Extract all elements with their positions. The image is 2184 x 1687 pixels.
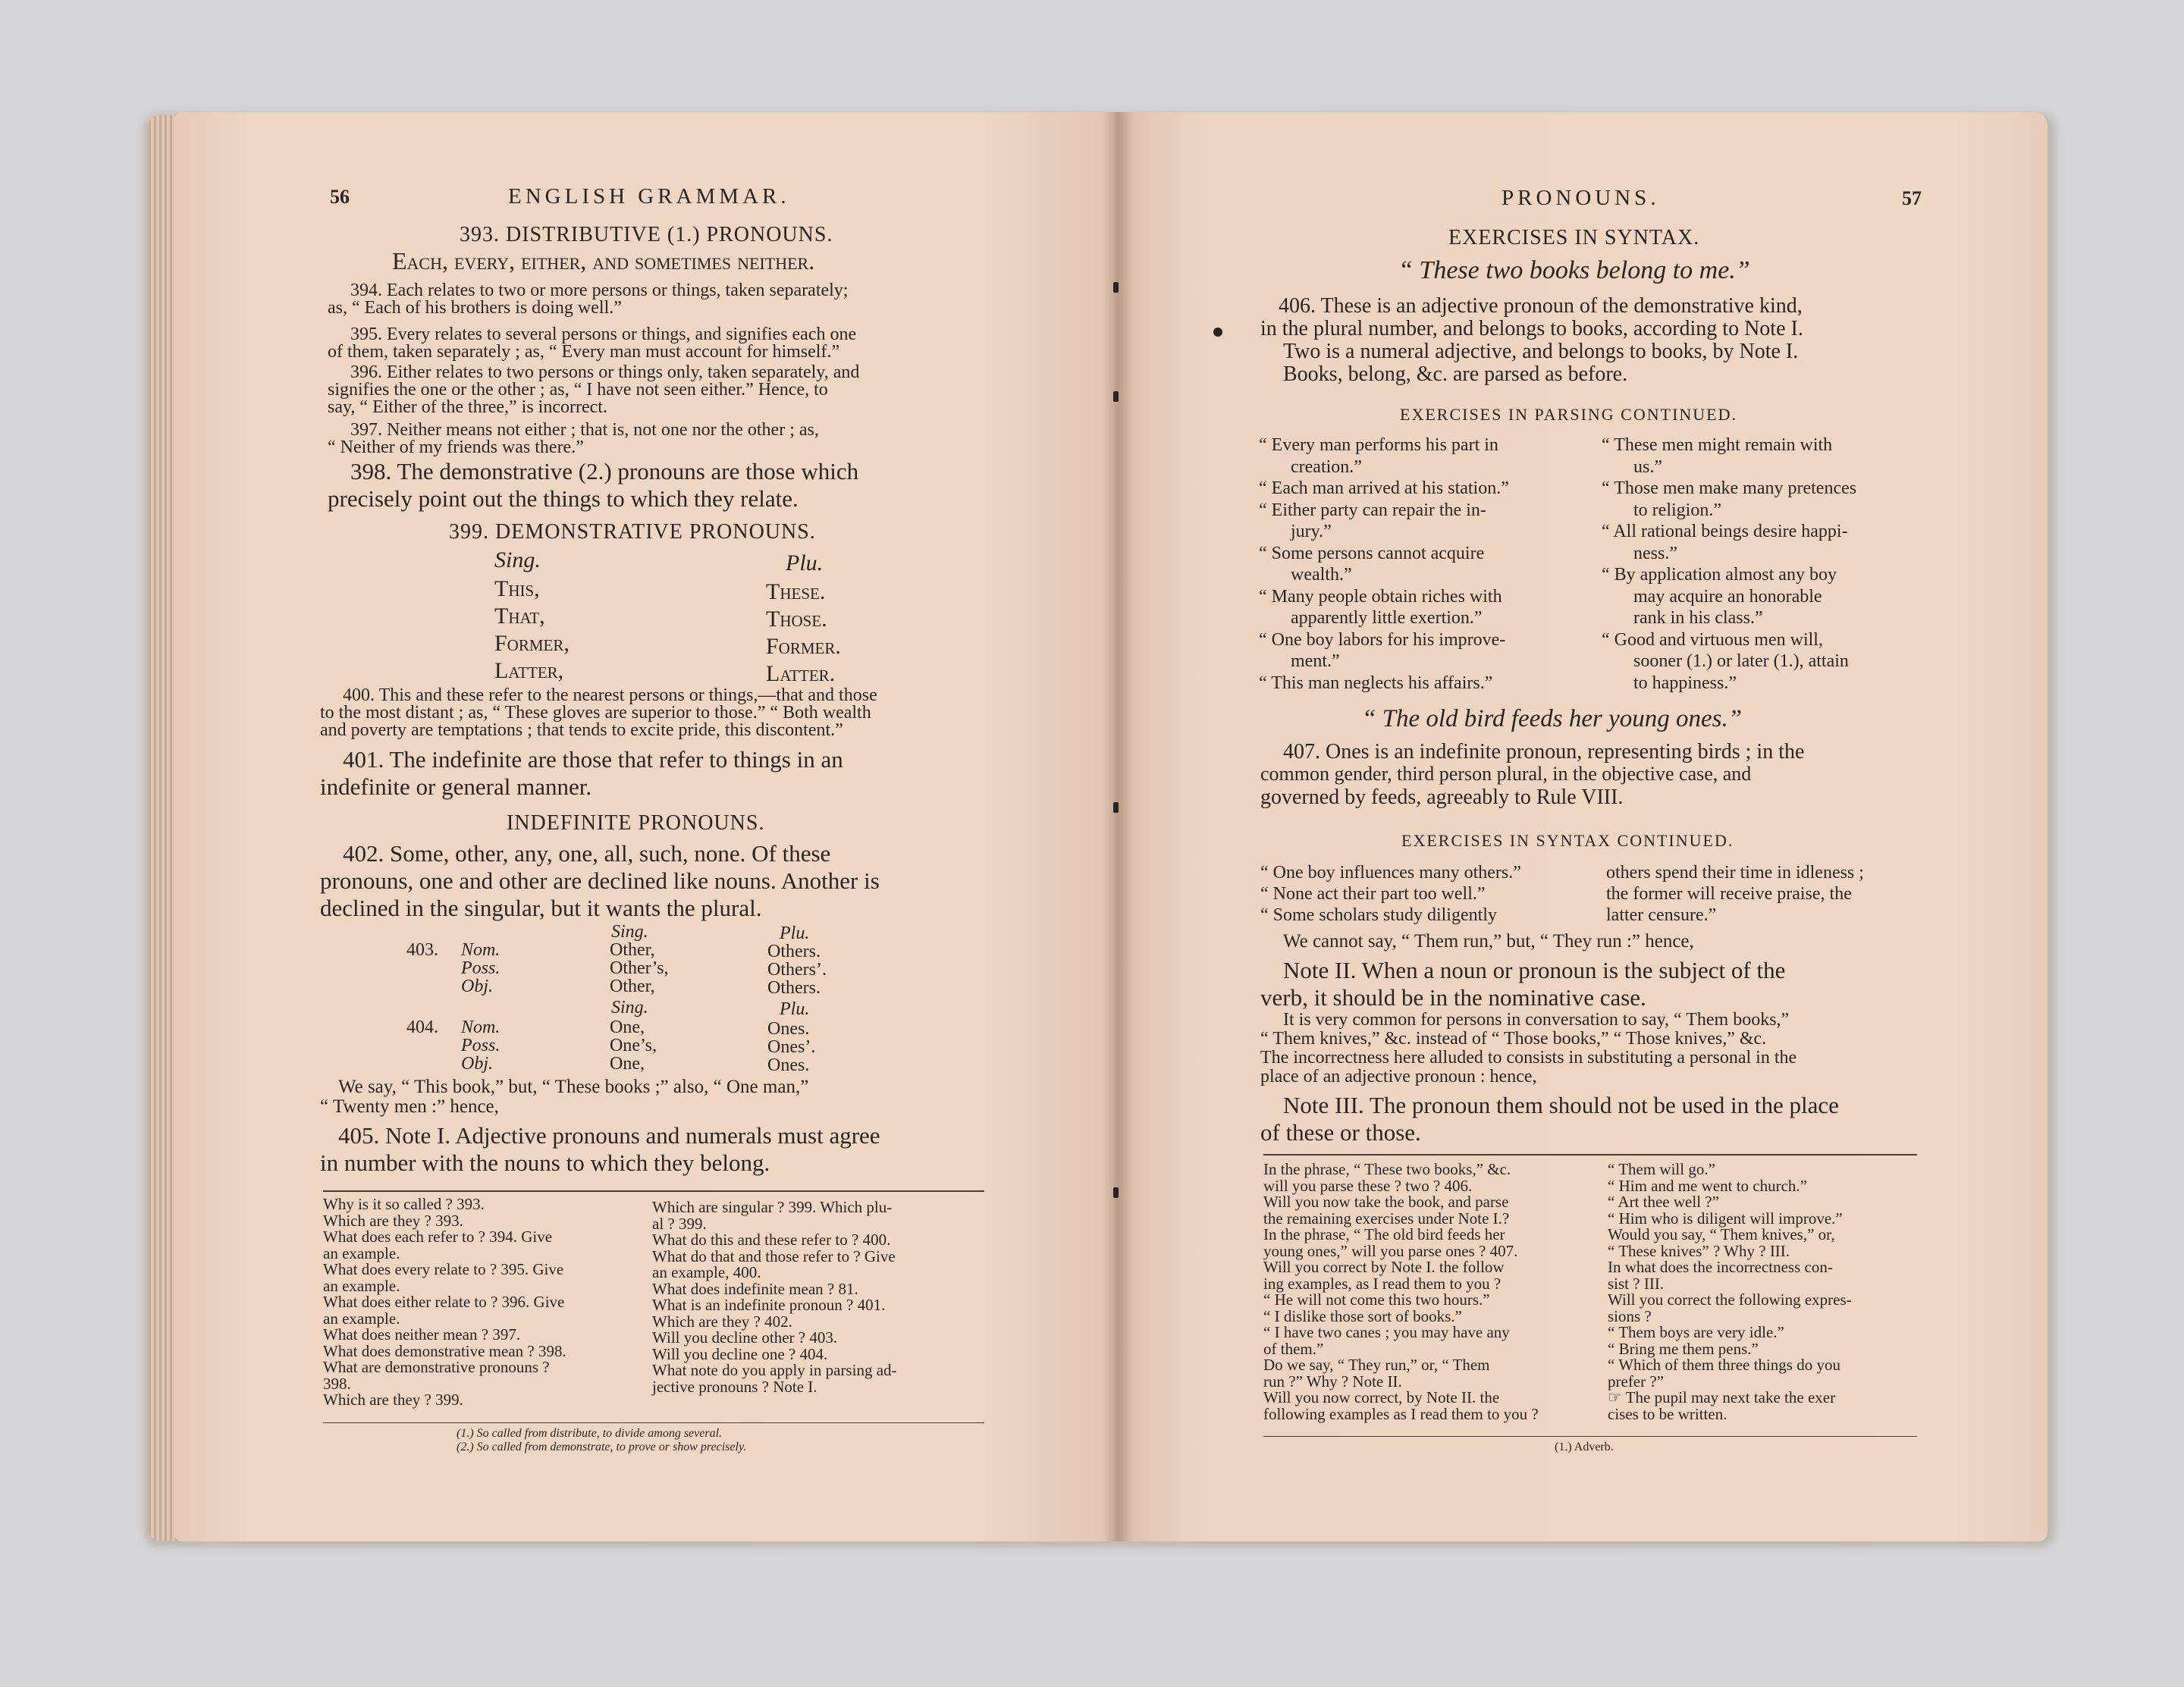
column-line: What note do you apply in parsing ad- bbox=[652, 1361, 897, 1379]
column-line: an example. bbox=[323, 1309, 400, 1328]
column-line: Which are they ? 399. bbox=[323, 1391, 463, 1409]
column-line: sist ? III. bbox=[1608, 1274, 1665, 1293]
column-line: ment.” bbox=[1291, 651, 1340, 671]
column-line: “ This man neglects his affairs.” bbox=[1259, 673, 1493, 693]
column-line: Will you correct the following expres- bbox=[1608, 1290, 1852, 1309]
column-line: Will you now take the book, and parse bbox=[1263, 1193, 1509, 1211]
table-cell: That, bbox=[494, 604, 545, 629]
column-line: “ Which of them three things do you bbox=[1608, 1356, 1840, 1374]
table-cell: Latter, bbox=[494, 658, 564, 683]
column-head: Sing. bbox=[494, 547, 541, 572]
column-line: ing examples, as I read them to you ? bbox=[1263, 1274, 1502, 1293]
column-line: jective pronouns ? Note I. bbox=[652, 1377, 817, 1396]
paragraph-line: signifies the one or the other ; as, “ I have not seen either.” Hence, to bbox=[328, 380, 828, 400]
column-line: Do we say, “ They run,” or, “ Them bbox=[1263, 1356, 1490, 1374]
table-cell: Other, bbox=[610, 977, 655, 996]
column-line: sooner (1.) or later (1.), attain bbox=[1633, 651, 1849, 671]
exercise-line: the former will receive praise, the bbox=[1606, 884, 1852, 904]
column-line: Which are they ? 402. bbox=[652, 1312, 792, 1331]
column-line: ☞ The pupil may next take the exer bbox=[1608, 1388, 1836, 1406]
paragraph-line: in the plural number, and belongs to books, according to Note I. bbox=[1260, 317, 1803, 340]
exercise-line: “ None act their part too well.” bbox=[1260, 884, 1486, 904]
section-heading: 399. DEMONSTRATIVE PRONOUNS. bbox=[449, 520, 816, 544]
paragraph-line: 401. The indefinite are those that refer to things in an bbox=[343, 746, 843, 773]
paragraph-line: 397. Neither means not either ; that is, not one nor the other ; as, bbox=[350, 420, 819, 440]
column-line: “ Bring me them pens.” bbox=[1608, 1339, 1759, 1358]
paragraph-line: precisely point out the things to which they relate. bbox=[328, 485, 799, 512]
table-number: 403. bbox=[406, 940, 438, 960]
column-line: an example. bbox=[323, 1276, 400, 1295]
column-line: Will you decline other ? 403. bbox=[652, 1328, 838, 1347]
paragraph-line: “ Twenty men :” hence, bbox=[320, 1096, 499, 1117]
footnote: (2.) So called from demonstrate, to prove or show precisely. bbox=[457, 1441, 747, 1453]
column-line: “ Many people obtain riches with bbox=[1259, 586, 1502, 607]
column-line: Which are they ? 393. bbox=[323, 1211, 463, 1230]
column-line: jury.” bbox=[1291, 522, 1332, 541]
example-quote: “ The old bird feeds her young ones.” bbox=[1362, 705, 1743, 732]
column-line: to happiness.” bbox=[1633, 673, 1737, 693]
table-number: 404. bbox=[406, 1018, 438, 1037]
column-line: What do that and those refer to ? Give bbox=[652, 1246, 896, 1265]
column-line: creation.” bbox=[1291, 456, 1362, 477]
column-line: apparently little exertion.” bbox=[1291, 608, 1483, 628]
exercise-line: “ Some scholars study diligently bbox=[1260, 905, 1497, 925]
paragraph-line: 396. Either relates to two persons or things only, taken separately, and bbox=[350, 362, 860, 382]
column-line: sions ? bbox=[1608, 1306, 1652, 1325]
column-line: Would you say, “ Them knives,” or, bbox=[1608, 1225, 1835, 1243]
binding-stitch bbox=[1113, 391, 1119, 402]
table-cell: One, bbox=[610, 1054, 645, 1074]
column-line: an example. bbox=[323, 1243, 400, 1262]
paragraph-line: “ Them knives,” &c. instead of “ Those books,” “ Those knives,” &c. bbox=[1260, 1029, 1767, 1049]
paragraph-line: as, “ Each of his brothers is doing well.” bbox=[328, 298, 622, 318]
paragraph-line: The incorrectness here alluded to consists in substituting a personal in the bbox=[1260, 1048, 1797, 1068]
table-cell: Those. bbox=[766, 607, 827, 632]
paragraph-line: verb, it should be in the nominative case. bbox=[1260, 984, 1646, 1011]
column-line: In the phrase, “ These two books,” &c. bbox=[1263, 1160, 1511, 1178]
footnote: (1.) So called from distribute, to divide among several. bbox=[457, 1427, 723, 1440]
column-line: “ I have two canes ; you may have any bbox=[1263, 1323, 1510, 1341]
column-line: wealth.” bbox=[1291, 565, 1352, 585]
column-line: ness.” bbox=[1633, 543, 1677, 563]
table-cell: Nom. bbox=[461, 940, 500, 960]
column-line: What does neither mean ? 397. bbox=[323, 1325, 521, 1344]
exercise-line: “ One boy influences many others.” bbox=[1260, 863, 1521, 883]
paragraph-line: “ Neither of my friends was there.” bbox=[328, 437, 584, 457]
paragraph-line: 406. These is an adjective pronoun of the demonstrative kind, bbox=[1279, 294, 1803, 318]
column-line: “ These men might remain with bbox=[1602, 435, 1833, 455]
paragraph-line: It is very common for persons in conversation to say, “ Them books,” bbox=[1283, 1010, 1790, 1030]
column-line: “ Some persons cannot acquire bbox=[1259, 543, 1485, 563]
column-head: Sing. bbox=[611, 998, 648, 1018]
page-number: 57 bbox=[1902, 187, 1922, 209]
column-line: “ Good and virtuous men will, bbox=[1602, 629, 1823, 650]
example-quote: “ These two books belong to me.” bbox=[1398, 256, 1750, 284]
paragraph-line: 407. Ones is an indefinite pronoun, representing birds ; in the bbox=[1283, 740, 1805, 764]
column-line: run ?” Why ? Note II. bbox=[1263, 1372, 1402, 1391]
footnote: (1.) Adverb. bbox=[1555, 1441, 1614, 1453]
paragraph-line: 394. Each relates to two or more persons or things, taken separately; bbox=[350, 281, 849, 300]
table-cell: One, bbox=[610, 1018, 645, 1037]
table-cell: Poss. bbox=[461, 958, 500, 978]
paragraph-line: to the most distant ; as, “ These gloves are superior to those.” “ Both wealth bbox=[320, 703, 871, 723]
column-line: the remaining exercises under Note I.? bbox=[1263, 1209, 1510, 1228]
column-line: What does every relate to ? 395. Give bbox=[323, 1260, 564, 1278]
exercise-line: others spend their time in idleness ; bbox=[1606, 863, 1864, 883]
column-line: cises to be written. bbox=[1608, 1404, 1727, 1423]
column-line: al ? 399. bbox=[652, 1214, 707, 1233]
divider-rule bbox=[1263, 1154, 1917, 1156]
section-heading: INDEFINITE PRONOUNS. bbox=[507, 811, 765, 835]
paragraph-line: Two is a numeral adjective, and belongs to books, by Note I. bbox=[1283, 340, 1799, 363]
paragraph-line: common gender, third person plural, in the objective case, and bbox=[1260, 763, 1752, 785]
column-line: What are demonstrative pronouns ? bbox=[323, 1358, 550, 1376]
table-cell: This, bbox=[494, 576, 540, 601]
table-cell: Ones’. bbox=[767, 1037, 816, 1057]
paragraph-line: place of an adjective pronoun : hence, bbox=[1260, 1067, 1537, 1087]
column-line: What does each refer to ? 394. Give bbox=[323, 1228, 553, 1246]
column-line: Will you correct by Note I. the follow bbox=[1263, 1258, 1505, 1276]
exercise-line: latter censure.” bbox=[1606, 905, 1717, 925]
paragraph-line: 405. Note I. Adjective pronouns and numerals must agree bbox=[338, 1122, 880, 1149]
paragraph-line: 395. Every relates to several persons or things, and signifies each one bbox=[350, 325, 857, 344]
subheading: Each, every, either, and sometimes neither. bbox=[392, 247, 815, 274]
column-line: prefer ?” bbox=[1608, 1372, 1665, 1391]
column-line: What do this and these refer to ? 400. bbox=[652, 1231, 891, 1249]
paragraph-line: 400. This and these refer to the nearest persons or things,—that and those bbox=[343, 685, 877, 705]
table-cell: Former, bbox=[494, 631, 570, 656]
table-cell: Former. bbox=[766, 634, 841, 659]
paragraph-line: 398. The demonstrative (2.) pronouns are those which bbox=[350, 458, 859, 484]
column-line: us.” bbox=[1633, 456, 1662, 477]
column-head: Sing. bbox=[611, 922, 648, 942]
divider-rule bbox=[323, 1190, 984, 1192]
column-line: an example, 400. bbox=[652, 1263, 761, 1281]
column-line: In the phrase, “ The old bird feeds her bbox=[1263, 1225, 1505, 1243]
binding-stitch bbox=[1113, 282, 1119, 293]
section-heading: EXERCISES IN SYNTAX. bbox=[1448, 226, 1700, 249]
column-line: of them.” bbox=[1263, 1339, 1324, 1358]
column-head: Plu. bbox=[780, 999, 810, 1019]
table-cell: Other, bbox=[610, 940, 655, 960]
column-line: “ Art thee well ?” bbox=[1608, 1193, 1719, 1211]
table-cell: Others. bbox=[767, 978, 821, 998]
column-line: “ Those men make many pretences bbox=[1602, 478, 1857, 498]
paragraph-line: 402. Some, other, any, one, all, such, none. Of these bbox=[343, 840, 831, 867]
right-page bbox=[1115, 112, 2048, 1541]
column-line: Will you decline one ? 404. bbox=[652, 1344, 828, 1363]
paragraph-line: of these or those. bbox=[1260, 1119, 1421, 1146]
column-line: 398. bbox=[323, 1374, 351, 1393]
table-cell: Others’. bbox=[767, 960, 827, 980]
paragraph-line: governed by feeds, agreeably to Rule VIII. bbox=[1260, 785, 1624, 809]
paragraph-line: Note II. When a noun or pronoun is the subject of the bbox=[1283, 957, 1786, 983]
paragraph-line: declined in the singular, but it wants the plural. bbox=[320, 895, 762, 921]
paragraph-line: say, “ Either of the three,” is incorrect. bbox=[328, 397, 607, 417]
table-cell: Poss. bbox=[461, 1036, 500, 1055]
column-line: Which are singular ? 399. Which plu- bbox=[652, 1198, 893, 1216]
column-line: “ By application almost any boy bbox=[1602, 565, 1837, 585]
paragraph-line: Note III. The pronoun them should not be used in the place bbox=[1283, 1092, 1839, 1118]
column-line: “ Every man performs his part in bbox=[1259, 435, 1498, 455]
column-line: Why is it so called ? 393. bbox=[323, 1195, 485, 1213]
footnote-rule bbox=[323, 1422, 984, 1423]
column-line: What does demonstrative mean ? 398. bbox=[323, 1341, 566, 1360]
column-line: “ He will not come this two hours.” bbox=[1263, 1290, 1490, 1309]
table-cell: These. bbox=[766, 579, 826, 604]
column-line: may acquire an honorable bbox=[1633, 586, 1822, 607]
column-line: What does either relate to ? 396. Give bbox=[323, 1293, 565, 1311]
column-line: Will you now correct, by Note II. the bbox=[1263, 1388, 1500, 1406]
binding-stitch bbox=[1113, 802, 1119, 813]
left-page bbox=[174, 112, 1115, 1541]
paragraph-line: pronouns, one and other are declined like nouns. Another is bbox=[320, 867, 880, 894]
table-cell: Obj. bbox=[461, 977, 493, 996]
table-cell: Obj. bbox=[461, 1054, 493, 1074]
column-line: “ Them will go.” bbox=[1608, 1160, 1715, 1178]
column-line: “ I dislike those sort of books.” bbox=[1263, 1306, 1462, 1325]
column-line: “ All rational beings desire happi- bbox=[1602, 522, 1848, 541]
column-line: to religion.” bbox=[1633, 500, 1721, 520]
running-head: ENGLISH GRAMMAR. bbox=[508, 184, 790, 209]
table-cell: Latter. bbox=[766, 661, 836, 686]
paragraph-line: We say, “ This book,” but, “ These books ;” also, “ One man,” bbox=[338, 1077, 809, 1097]
column-line: What is an indefinite pronoun ? 401. bbox=[652, 1296, 886, 1314]
column-line: What does indefinite mean ? 81. bbox=[652, 1279, 858, 1298]
table-cell: Ones. bbox=[767, 1019, 810, 1039]
column-head: Plu. bbox=[786, 550, 824, 575]
paragraph-line: indefinite or general manner. bbox=[320, 773, 592, 800]
column-line: “ Him and me went to church.” bbox=[1608, 1176, 1807, 1195]
column-line: “ Each man arrived at his station.” bbox=[1259, 478, 1509, 498]
table-cell: Others. bbox=[767, 942, 821, 961]
table-cell: Nom. bbox=[461, 1018, 500, 1037]
table-cell: Other’s, bbox=[610, 958, 669, 978]
column-line: young ones,” will you parse ones ? 407. bbox=[1263, 1241, 1518, 1260]
column-head: Plu. bbox=[780, 923, 810, 943]
ink-spot bbox=[1213, 328, 1222, 337]
column-line: In what does the incorrectness con- bbox=[1608, 1258, 1833, 1276]
table-cell: One’s, bbox=[610, 1036, 657, 1055]
column-line: “ Either party can repair the in- bbox=[1259, 500, 1486, 520]
column-line: “ Them boys are very idle.” bbox=[1608, 1323, 1784, 1341]
table-cell: Ones. bbox=[767, 1055, 810, 1075]
paragraph-line: Books, belong, &c. are parsed as before. bbox=[1283, 362, 1628, 386]
running-head: PRONOUNS. bbox=[1502, 186, 1660, 210]
subheading: EXERCISES IN SYNTAX CONTINUED. bbox=[1401, 831, 1734, 850]
binding-stitch bbox=[1113, 1187, 1119, 1198]
subheading: EXERCISES IN PARSING CONTINUED. bbox=[1400, 405, 1737, 424]
column-line: rank in his class.” bbox=[1633, 608, 1763, 628]
footnote-rule bbox=[1263, 1436, 1917, 1437]
paragraph-line: We cannot say, “ Them run,” but, “ They run :” hence, bbox=[1283, 931, 1694, 952]
section-heading: 393. DISTRIBUTIVE (1.) PRONOUNS. bbox=[460, 223, 833, 246]
gutter-shadow bbox=[1103, 112, 1134, 1541]
paragraph-line: and poverty are temptations ; that tends to excite pride, this discontent.” bbox=[320, 720, 843, 740]
paragraph-line: in number with the nouns to which they belong. bbox=[320, 1149, 770, 1176]
column-line: “ Him who is diligent will improve.” bbox=[1608, 1209, 1843, 1228]
column-line: “ One boy labors for his improve- bbox=[1259, 629, 1506, 650]
paragraph-line: of them, taken separately ; as, “ Every man must account for himself.” bbox=[328, 342, 840, 362]
column-line: will you parse these ? two ? 406. bbox=[1263, 1176, 1473, 1195]
page-number: 56 bbox=[330, 186, 350, 208]
column-line: “ These knives” ? Why ? III. bbox=[1608, 1241, 1790, 1260]
column-line: following examples as I read them to you ? bbox=[1263, 1404, 1539, 1423]
